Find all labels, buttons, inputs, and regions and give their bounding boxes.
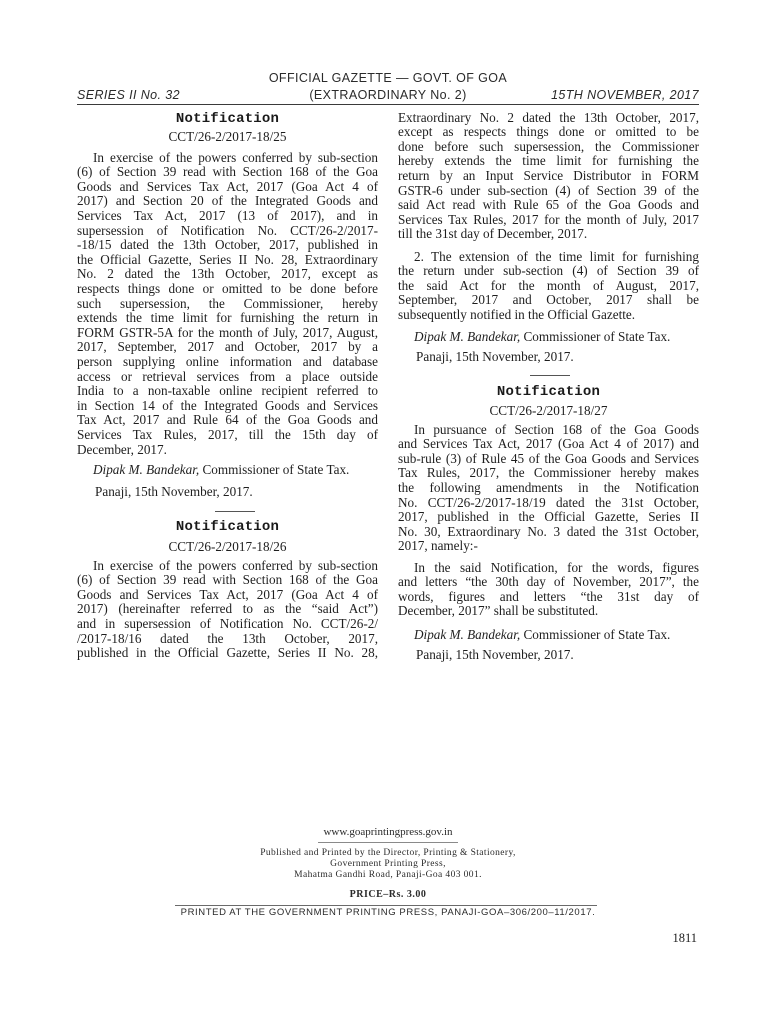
paragraph-line: /2017-18/16 dated the 13th October, 2017, bbox=[77, 630, 378, 646]
paragraph-line: No. 2 dated the 13th October, 2017, except as bbox=[77, 266, 378, 282]
paragraph-line: -18/15 dated the 13th October, 2017, published in bbox=[77, 237, 378, 253]
header-rule bbox=[77, 104, 699, 105]
paragraph-line: words, figures and letters “the 31st day of bbox=[398, 588, 699, 604]
signatory-line bbox=[398, 627, 699, 642]
notification-paragraph bbox=[77, 151, 378, 457]
publisher-line: Government Printing Press, bbox=[330, 858, 446, 869]
signatory-name: Dipak M. Bandekar, bbox=[414, 626, 521, 642]
paragraph-line: person supplying online information and database bbox=[77, 354, 378, 369]
paragraph-line: Services Tax Act, 2017 (13 of 2017), and in bbox=[77, 208, 378, 224]
paragraph-line: published in the Official Gazette, Series II No. 28, bbox=[77, 645, 378, 661]
notification-paragraph bbox=[77, 559, 378, 661]
paragraph-line: In pursuance of Section 168 of the Goa Goods bbox=[414, 421, 699, 437]
paragraph-line: the following amendments in the Notification bbox=[398, 480, 699, 496]
paragraph-line: No. 30, Extraordinary No. 3 dated the 31st October, bbox=[398, 523, 699, 539]
paragraph-line: in Section 14 of the Integrated Goods and Services bbox=[77, 397, 378, 413]
notification-reference: CCT/26-2/2017-18/26 bbox=[168, 538, 287, 554]
paragraph-line: 2. The extension of the time limit for furnishing bbox=[414, 248, 699, 264]
paragraph-line: India to a non-taxable online recipient referred to bbox=[77, 383, 378, 399]
paragraph-line: the Official Gazette, Series II No. 28, Extraordinary bbox=[77, 251, 378, 267]
publisher-line: Mahatma Gandhi Road, Panaji-Goa 403 001. bbox=[294, 869, 482, 880]
signatory-title: Commissioner of State Tax. bbox=[523, 328, 671, 344]
paragraph-line: In exercise of the powers conferred by sub-section bbox=[93, 149, 378, 165]
paragraph-line: sub-rule (3) of Rule 45 of the Goa Goods and Services bbox=[398, 450, 699, 466]
paragraph-line: Goods and Services Tax Act, 2017 (Goa Act 4 of bbox=[77, 586, 378, 602]
paragraph-line: In exercise of the powers conferred by sub-section bbox=[93, 557, 378, 573]
paragraph-line: Services Tax Rules, 2017 for the month of July, 2017 bbox=[398, 211, 699, 227]
paragraph-line: Tax Act, 2017 and Rule 64 of the Goa Goods and bbox=[77, 412, 378, 428]
paragraph-line: and in supersession of Notification No. CCT/26-2/ bbox=[77, 616, 378, 632]
website-underline bbox=[318, 842, 458, 843]
publisher-info bbox=[77, 848, 699, 881]
place-date: Panaji, 15th November, 2017. bbox=[416, 646, 574, 662]
edition-label: (EXTRAORDINARY No. 2) bbox=[309, 88, 467, 102]
paragraph-line: return by an Input Service Distributor in FORM bbox=[398, 168, 699, 184]
paragraph-line: In the said Notification, for the words, figures bbox=[414, 559, 699, 575]
paragraph-line: September, 2017 and October, 2017 shall be bbox=[398, 292, 699, 308]
paragraph-line: (6) of Section 39 read with Section 168 of the Goa bbox=[77, 164, 378, 180]
gazette-title: OFFICIAL GAZETTE — GOVT. OF GOA bbox=[268, 71, 508, 85]
signatory-title: Commissioner of State Tax. bbox=[523, 626, 671, 642]
paragraph-line: the said Act for the month of August, 2017, bbox=[398, 277, 699, 293]
paragraph-line: Tax Rules, 2017, the Commissioner hereby makes bbox=[398, 465, 699, 481]
notification-paragraph bbox=[398, 423, 699, 554]
paragraph-line: said Act read with Rule 65 of the Goa Goods and bbox=[398, 197, 699, 213]
page-number: 1811 bbox=[672, 931, 697, 945]
issue-date: 15TH NOVEMBER, 2017 bbox=[551, 88, 699, 102]
notification-paragraph bbox=[398, 250, 699, 323]
paragraph-line: access or retrieval services from a place outside bbox=[77, 368, 378, 384]
paragraph-line: GSTR-6 under sub-section (4) of Section 39 of the bbox=[398, 182, 699, 198]
place-date: Panaji, 15th November, 2017. bbox=[95, 483, 253, 499]
paragraph-line: Extraordinary No. 2 dated the 13th October, 2017, bbox=[398, 109, 699, 125]
paragraph-line: 2017) and Section 20 of the Integrated Goods and bbox=[77, 193, 378, 209]
paragraph-line: hereby extends the time limit for furnishing the bbox=[398, 153, 699, 169]
signatory-line bbox=[398, 329, 699, 344]
website-url: www.goaprintingpress.gov.in bbox=[323, 825, 453, 838]
paragraph-line: respects things done or omitted to be done before bbox=[77, 281, 378, 297]
paragraph-line: extends the time limit for furnishing the return in bbox=[77, 310, 378, 326]
notification-paragraph bbox=[398, 561, 699, 619]
paragraph-line: (6) of Section 39 read with Section 168 of the Goa bbox=[77, 572, 378, 588]
series-number: SERIES II No. 32 bbox=[77, 88, 180, 102]
paragraph-line: Services Tax Rules, 2017, till the 15th day of bbox=[77, 426, 378, 442]
paragraph-line: done before such supersession, the Commissioner bbox=[398, 138, 699, 154]
paragraph-line: 2017, published in the Official Gazette, Series II bbox=[398, 509, 699, 525]
notification-paragraph-continued bbox=[398, 111, 699, 242]
publisher-line: Published and Printed by the Director, Printing & Stationery, bbox=[260, 847, 516, 858]
paragraph-line: 2017, September, 2017 and October, 2017 by a bbox=[77, 339, 378, 355]
paragraph-line: and Services Tax Act, 2017 (Goa Act 4 of 2017) and bbox=[398, 436, 699, 452]
paragraph-line: Goods and Services Tax Act, 2017 (Goa Act 4 of bbox=[77, 178, 378, 194]
paragraph-line: No. CCT/26-2/2017-18/19 dated the 31st October, bbox=[398, 494, 699, 510]
signatory-title: Commissioner of State Tax. bbox=[202, 461, 350, 477]
section-divider bbox=[215, 511, 255, 512]
signatory-name: Dipak M. Bandekar, bbox=[414, 328, 521, 344]
imprint: PRINTED AT THE GOVERNMENT PRINTING PRESS, PANAJI-GOA–306/200–11/2017. bbox=[180, 907, 596, 918]
notification-heading: Notification bbox=[175, 518, 280, 535]
signatory-name: Dipak M. Bandekar, bbox=[93, 461, 200, 477]
paragraph-line: except as respects things done or omitted to be bbox=[398, 124, 699, 140]
paragraph-line: supersession of Notification No. CCT/26-2/2017- bbox=[77, 222, 378, 238]
paragraph-line: 2017, namely:- bbox=[398, 538, 478, 554]
notification-heading: Notification bbox=[496, 383, 601, 400]
paragraph-line: 2017) (hereinafter referred to as the “said Act”) bbox=[77, 601, 378, 617]
notification-reference: CCT/26-2/2017-18/27 bbox=[489, 402, 608, 418]
paragraph-line: subsequently notified in the Official Gazette. bbox=[398, 307, 636, 323]
signatory-line bbox=[77, 462, 378, 477]
paragraph-line: the return under sub-section (4) of Section 39 of bbox=[398, 263, 699, 279]
section-divider bbox=[530, 375, 570, 376]
paragraph-line: such supersession, the Commissioner, hereby bbox=[77, 295, 378, 311]
paragraph-line: and letters “the 30th day of November, 2017”, the bbox=[398, 574, 699, 590]
paragraph-line: December, 2017” shall be substituted. bbox=[398, 603, 599, 619]
paragraph-line: December, 2017. bbox=[77, 441, 167, 457]
place-date: Panaji, 15th November, 2017. bbox=[416, 348, 574, 364]
price: PRICE–Rs. 3.00 bbox=[349, 889, 427, 900]
paragraph-line: FORM GSTR-5A for the month of July, 2017, August, bbox=[77, 324, 378, 340]
paragraph-line: till the 31st day of December, 2017. bbox=[398, 226, 588, 242]
notification-reference: CCT/26-2/2017-18/25 bbox=[168, 128, 287, 144]
imprint-rule bbox=[175, 905, 597, 906]
notification-heading: Notification bbox=[175, 110, 280, 127]
